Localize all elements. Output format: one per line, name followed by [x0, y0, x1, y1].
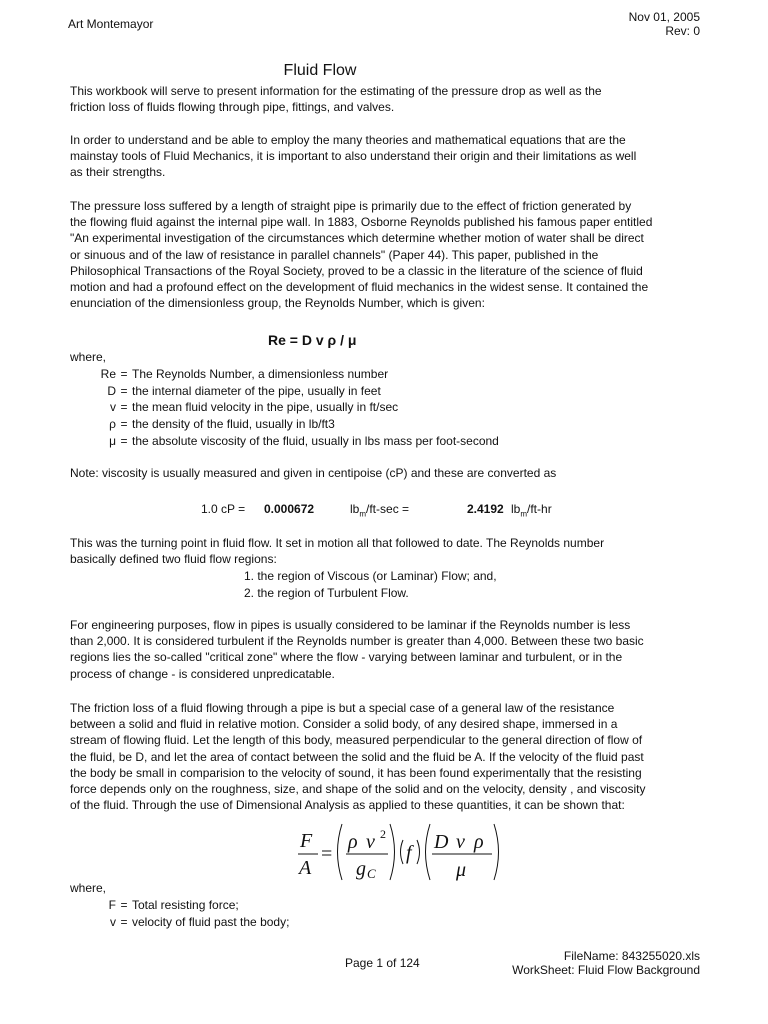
formula-g-subscript: C: [367, 866, 376, 881]
conversion-value-hr: 2.4192: [467, 502, 504, 516]
paragraph-intro: [70, 83, 690, 115]
unit-sub: m: [359, 509, 367, 519]
formula-rho2: ρ: [474, 831, 484, 853]
unit-rest: /ft-sec =: [366, 502, 410, 516]
text-line: Philosophical Transactions of the Royal Society, proved to be a classic in the literature of the science of fluid: [70, 263, 643, 278]
variable-symbol: F: [108, 898, 116, 912]
footer-worksheet: WorkSheet: Fluid Flow Background: [512, 963, 700, 977]
where-label: where,: [70, 881, 107, 895]
variable-symbol: ρ: [109, 417, 116, 432]
paragraph-engineering: [70, 617, 690, 682]
formula-A: A: [299, 857, 312, 879]
variable-symbol: D: [107, 383, 116, 398]
variable-description: the absolute viscosity of the fluid, usually in lbs mass per foot-second: [132, 433, 499, 448]
variable-symbol: Re: [100, 367, 116, 381]
unit-base: lb: [350, 502, 360, 516]
formula-exponent: 2: [380, 827, 386, 841]
conversion-value-sec: 0.000672: [264, 502, 315, 516]
header-date: Nov 01, 2005: [628, 10, 700, 24]
variable-symbol: v: [110, 400, 116, 415]
viscosity-note: Note: viscosity is usually measured and given in centipoise (cP) and these are converted as: [70, 466, 557, 480]
page-number: Page 1 of 124: [345, 956, 420, 970]
formula-mu: μ: [456, 859, 467, 881]
footer-filename: FileName: 843255020.xls: [563, 949, 700, 963]
variable-row: Re = The Reynolds Number, a dimensionless number: [70, 366, 499, 383]
formula-D: D: [434, 831, 449, 853]
resistance-formula: [296, 820, 506, 884]
text-line: or sinuous and of the law of resistance in parallel channels" (Paper 44). This paper, published in the: [70, 247, 599, 262]
unit-base: lb: [511, 502, 521, 516]
text-line: regions lies the so-called "critical zone" where the flow - varying between laminar and turbulent, or in the: [70, 650, 623, 665]
conversion-unit-sec: [350, 502, 409, 518]
paragraph-turning-point: [70, 535, 690, 567]
variable-description: velocity of fluid past the body;: [132, 914, 290, 929]
where-label: where,: [70, 350, 107, 364]
text-line: This was the turning point in fluid flow. It set in motion all that followed to date. The Reynolds number: [70, 536, 605, 550]
text-line: mainstay tools of Fluid Mechanics, it is important to also understand their origin and their limitations as well: [70, 149, 637, 164]
variable-row: μ = the absolute viscosity of the fluid, usually in lbs mass per foot-second: [70, 433, 499, 450]
reynolds-equation: Re = D v ρ / μ: [268, 332, 357, 348]
formula-g: g: [356, 858, 366, 880]
text-line: For engineering purposes, flow in pipes is usually considered to be laminar if the Reynolds number is less: [70, 618, 631, 632]
text-line: force depends only on the roughness, size, and shape of the solid and on the velocity, density , and viscosity: [70, 782, 646, 797]
paragraph-reynolds-history: [70, 198, 690, 311]
text-line: than 2,000. It is considered turbulent if the Reynolds number is greater than 4,000. Between these two basic: [70, 634, 644, 649]
text-line: "An experimental investigation of the circumstances which determine whether motion of water shall be direct: [70, 231, 644, 246]
conversion-lhs: 1.0 cP =: [201, 502, 246, 516]
formula-F: F: [300, 830, 313, 852]
formula-equals: =: [321, 843, 333, 865]
text-line: motion and had a profound effect on the development of fluid mechanics in the widest sense. It contained the: [70, 280, 649, 295]
text-line: This workbook will serve to present information for the estimating of the pressure drop as well as the: [70, 84, 602, 98]
variable-symbol: v: [110, 914, 116, 929]
variable-definitions: [70, 366, 499, 450]
variable-description: the density of the fluid, usually in lb/ft3: [132, 417, 335, 432]
formula-v2: v: [456, 831, 465, 853]
unit-rest: /ft-hr: [527, 502, 552, 516]
footer-file-info: [512, 949, 700, 977]
formula-rho: ρ: [348, 831, 358, 853]
header-date-rev: [629, 10, 700, 38]
unit-sub: m: [520, 509, 528, 519]
formula-v: v: [366, 831, 375, 853]
variable-definitions-force: [70, 897, 289, 930]
variable-row: F = Total resisting force;: [70, 897, 289, 914]
variable-description: Total resisting force;: [132, 898, 239, 912]
conversion-unit-hr: [511, 502, 552, 518]
text-line: stream of flowing fluid. Let the length of this body, measured perpendicular to the general direction of flow of: [70, 733, 643, 748]
text-line: as their strengths.: [70, 165, 166, 180]
paragraph-theories: [70, 132, 690, 181]
text-line: In order to understand and be able to employ the many theories and mathematical equations that are the: [70, 133, 626, 147]
text-line: basically defined two fluid flow regions:: [70, 552, 277, 567]
text-line: the body be small in comparision to the velocity of sound, it has been found experimentally that the resisting: [70, 765, 642, 780]
header-revision: Rev: 0: [665, 24, 700, 38]
formula-f: f: [406, 842, 412, 864]
author-name: Art Montemayor: [68, 17, 154, 31]
text-line: process of change - is considered unpredicatable.: [70, 666, 335, 681]
paragraph-friction-loss: [70, 700, 690, 813]
text-line: enunciation of the dimensionless group, the Reynolds Number, which is given:: [70, 296, 485, 311]
variable-description: the mean fluid velocity in the pipe, usually in ft/sec: [132, 400, 399, 415]
variable-symbol: μ: [109, 433, 116, 448]
flow-regions-list: [244, 568, 497, 601]
text-line: the fluid, be D, and let the area of contact between the solid and the fluid be A. If the velocity of the fluid past: [70, 749, 644, 764]
text-line: The pressure loss suffered by a length of straight pipe is primarily due to the effect of friction generated by: [70, 199, 632, 213]
text-line: friction loss of fluids flowing through pipe, fittings, and valves.: [70, 100, 395, 115]
variable-row: ρ = the density of the fluid, usually in lb/ft3: [70, 416, 499, 433]
variable-row: v = velocity of fluid past the body;: [70, 914, 289, 931]
text-line: the flowing fluid against the internal pipe wall. In 1883, Osborne Reynolds published his famous paper entitled: [70, 215, 653, 230]
list-item: 2. the region of Turbulent Flow.: [244, 585, 409, 600]
variable-description: the internal diameter of the pipe, usually in feet: [132, 383, 381, 398]
document-title: Fluid Flow: [283, 62, 357, 79]
variable-description: The Reynolds Number, a dimensionless number: [132, 367, 389, 381]
variable-row: D = the internal diameter of the pipe, usually in feet: [70, 383, 499, 400]
viscosity-conversion: [0, 502, 768, 518]
text-line: of the fluid. Through the use of Dimensional Analysis as applied to these quantities, it can be shown that:: [70, 798, 625, 813]
list-item: 1. the region of Viscous (or Laminar) Flow; and,: [244, 569, 497, 583]
variable-row: v = the mean fluid velocity in the pipe, usually in ft/sec: [70, 399, 499, 416]
text-line: The friction loss of a fluid flowing through a pipe is but a special case of a general law of the resistance: [70, 701, 615, 715]
text-line: between a solid and fluid in relative motion. Consider a solid body, of any desired shape, immersed in a: [70, 717, 618, 732]
